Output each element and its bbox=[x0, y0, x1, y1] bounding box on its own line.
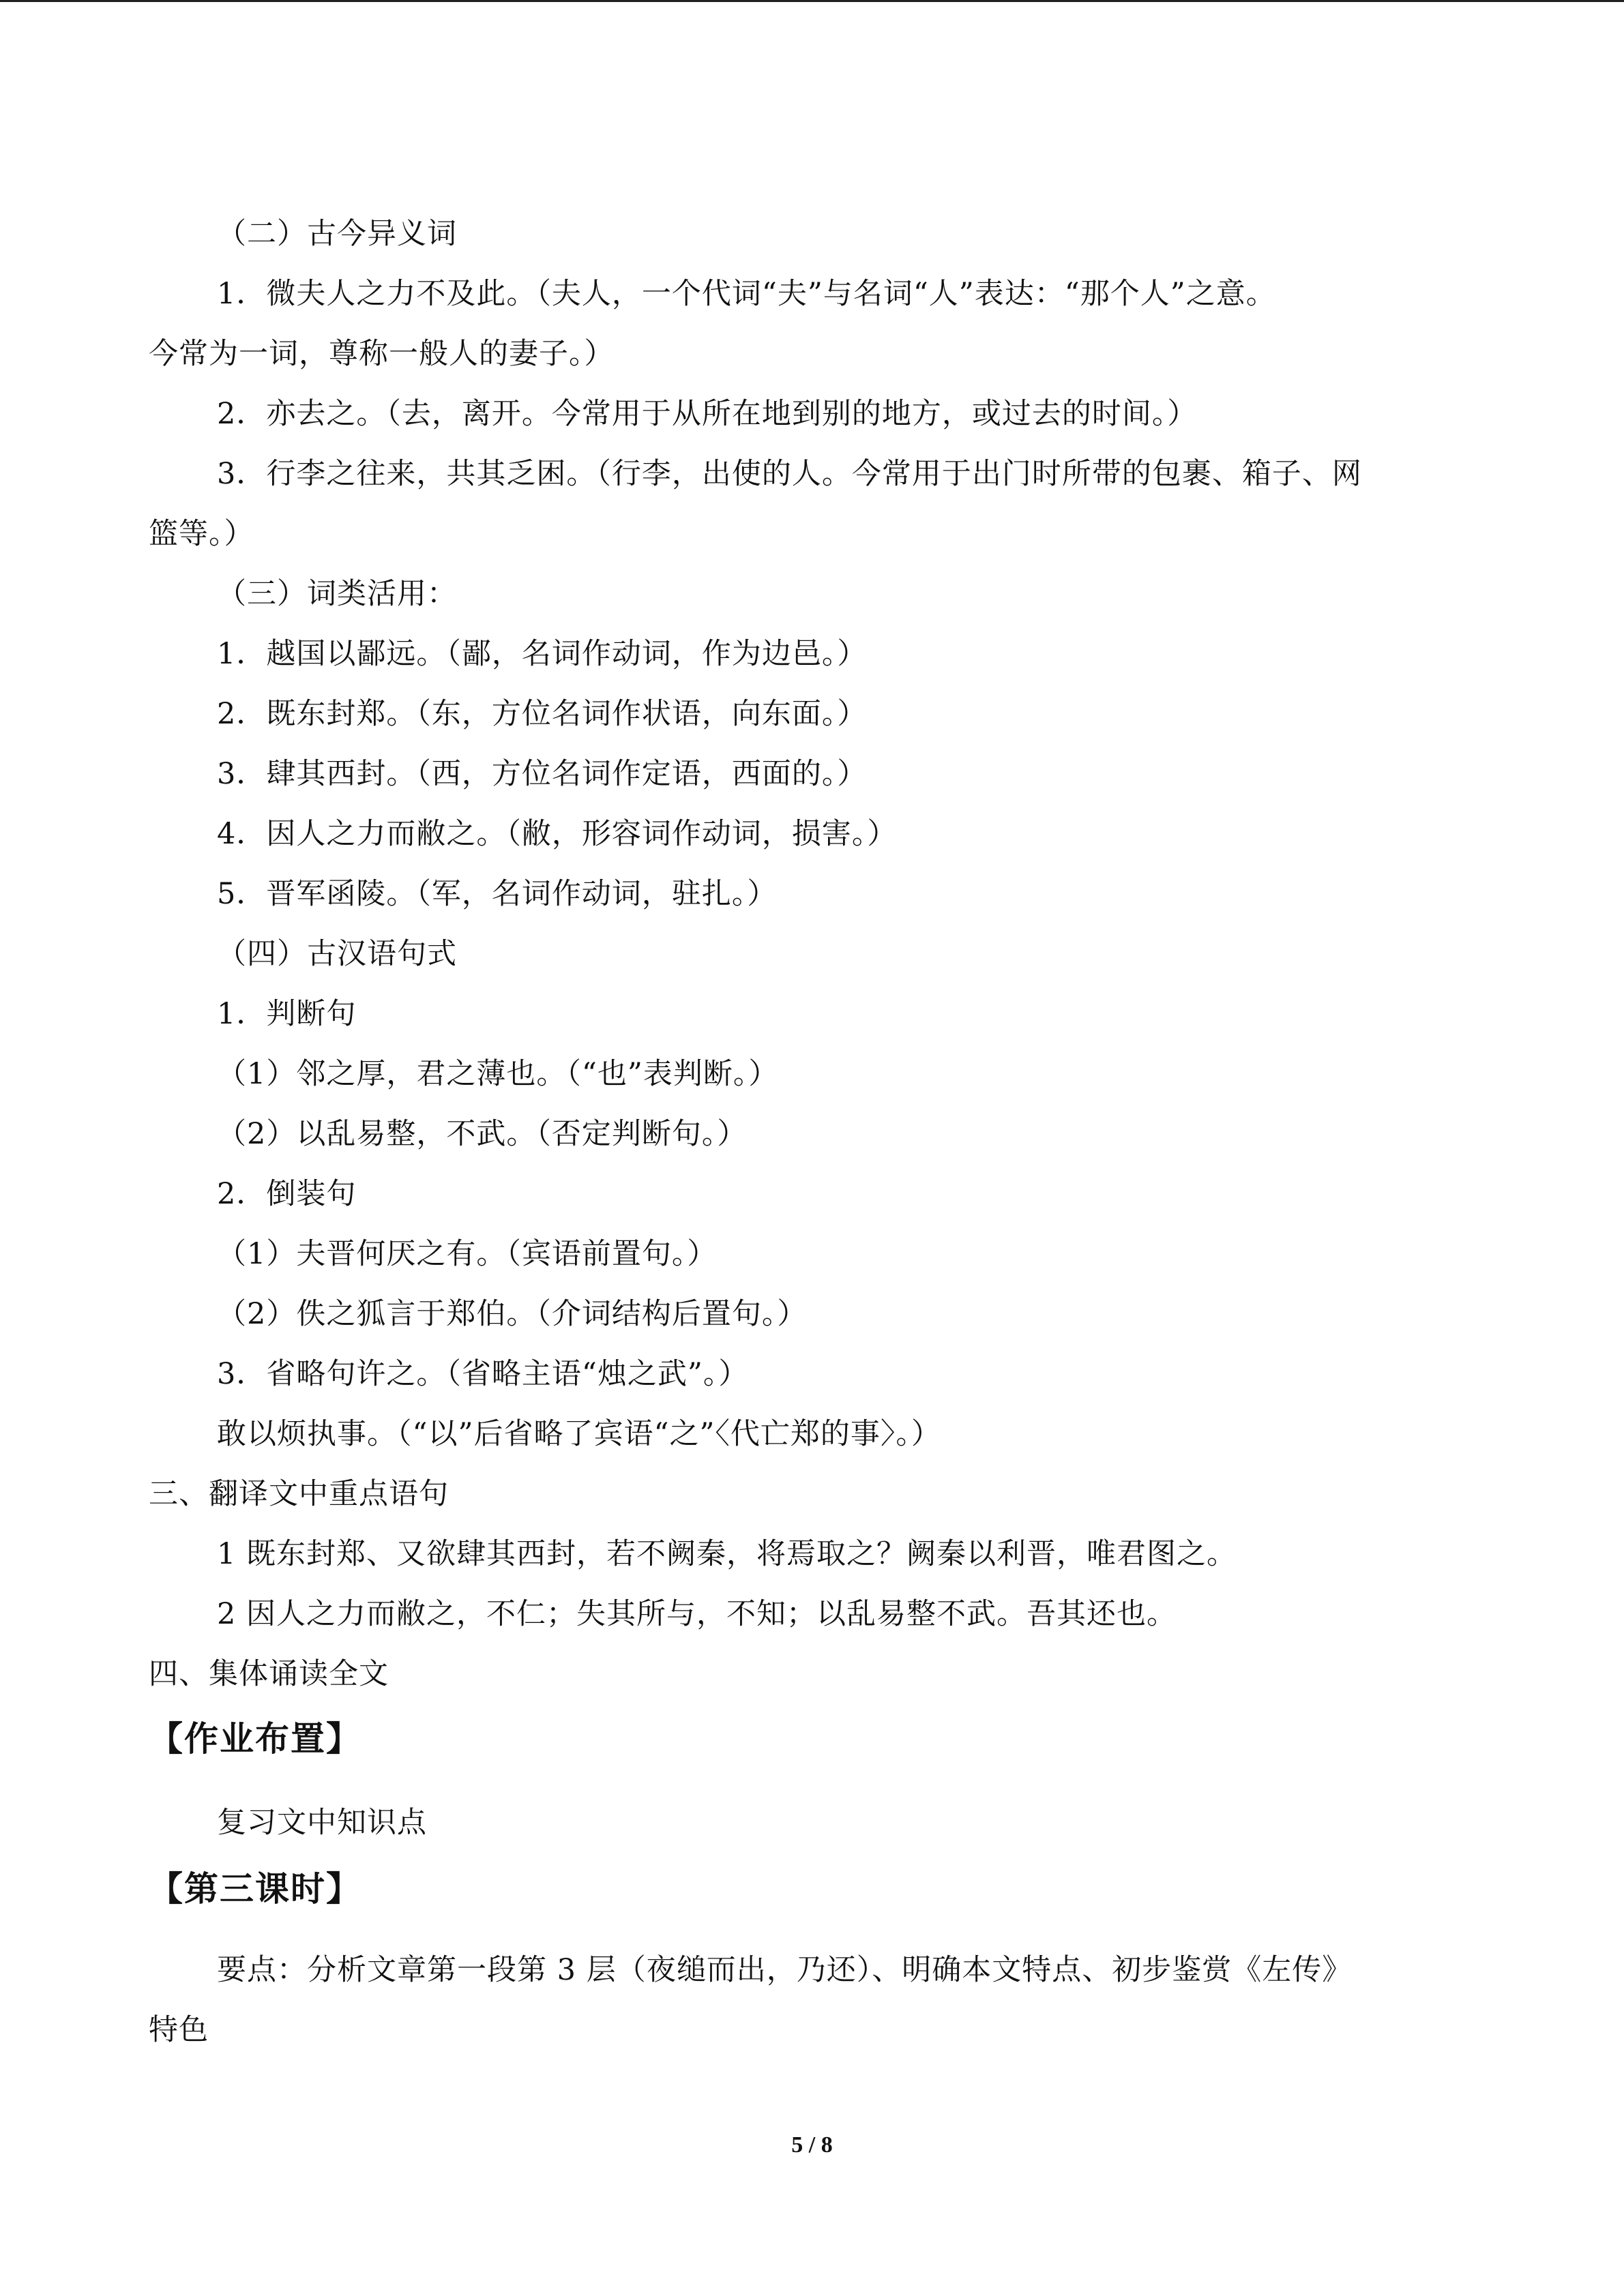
text-line: 1．越国以鄙远。（鄙，名词作动词，作为边邑。） bbox=[217, 637, 868, 671]
text-line: 3．省略句许之。（省略主语“烛之武”。） bbox=[217, 1357, 749, 1391]
section-heading-ancient-modern-words: （二）古今异义词 bbox=[217, 217, 457, 251]
text-line: 4．因人之力而敝之。（敝，形容词作动词，损害。） bbox=[217, 817, 898, 851]
text-line: 敢以烦执事。（“以”后省略了宾语“之”〈代亡郑的事〉。） bbox=[217, 1417, 941, 1451]
text-line: 2．亦去之。（去，离开。今常用于从所在地到别的地方，或过去的时间。） bbox=[217, 397, 1198, 431]
text-line: （2）以乱易整，不武。（否定判断句。） bbox=[217, 1117, 748, 1151]
text-line: 1 既东封郑、又欲肆其西封，若不阙秦，将焉取之？阙秦以利晋，唯君图之。 bbox=[217, 1537, 1237, 1571]
text-line: 今常为一词，尊称一般人的妻子。） bbox=[149, 337, 615, 371]
homework-heading: 【作业布置】 bbox=[149, 1719, 361, 1759]
text-line: 2 因人之力而敝之，不仁；失其所与，不知；以乱易整不武。吾其还也。 bbox=[217, 1597, 1177, 1631]
text-line: 5．晋军函陵。（军，名词作动词，驻扎。） bbox=[217, 877, 778, 911]
text-line: 2．倒装句 bbox=[217, 1177, 357, 1211]
text-line: （1）夫晋何厌之有。（宾语前置句。） bbox=[217, 1237, 718, 1271]
section-heading-translate: 三、翻译文中重点语句 bbox=[149, 1477, 449, 1511]
section-heading-word-class: （三）词类活用： bbox=[217, 577, 457, 611]
lesson3-line: 特色 bbox=[149, 2013, 209, 2047]
text-line: 1．判断句 bbox=[217, 997, 357, 1031]
lesson3-line: 要点：分析文章第一段第 3 层（夜缒而出，乃还）、明确本文特点、初步鉴赏《左传》 bbox=[217, 1953, 1353, 1987]
text-line: 1．微夫人之力不及此。（夫人，一个代词“夫”与名词“人”表达：“那个人”之意。 bbox=[217, 277, 1276, 311]
page-number: 5 / 8 bbox=[791, 2132, 833, 2158]
text-line: 3．肆其西封。（西，方位名词作定语，西面的。） bbox=[217, 757, 868, 791]
lesson3-heading: 【第三课时】 bbox=[149, 1869, 361, 1909]
section-heading-recite: 四、集体诵读全文 bbox=[149, 1657, 389, 1691]
text-line: 篮等。） bbox=[149, 517, 254, 551]
section-heading-sentence-patterns: （四）古汉语句式 bbox=[217, 937, 457, 971]
homework-text: 复习文中知识点 bbox=[217, 1806, 427, 1840]
text-line: （2）佚之狐言于郑伯。（介词结构后置句。） bbox=[217, 1297, 808, 1331]
text-line: 2．既东封郑。（东，方位名词作状语，向东面。） bbox=[217, 697, 868, 731]
text-line: （1）邻之厚，君之薄也。（“也”表判断。） bbox=[217, 1057, 779, 1091]
text-line: 3．行李之往来，共其乏困。（行李，出使的人。今常用于出门时所带的包裹、箱子、网 bbox=[217, 457, 1362, 491]
